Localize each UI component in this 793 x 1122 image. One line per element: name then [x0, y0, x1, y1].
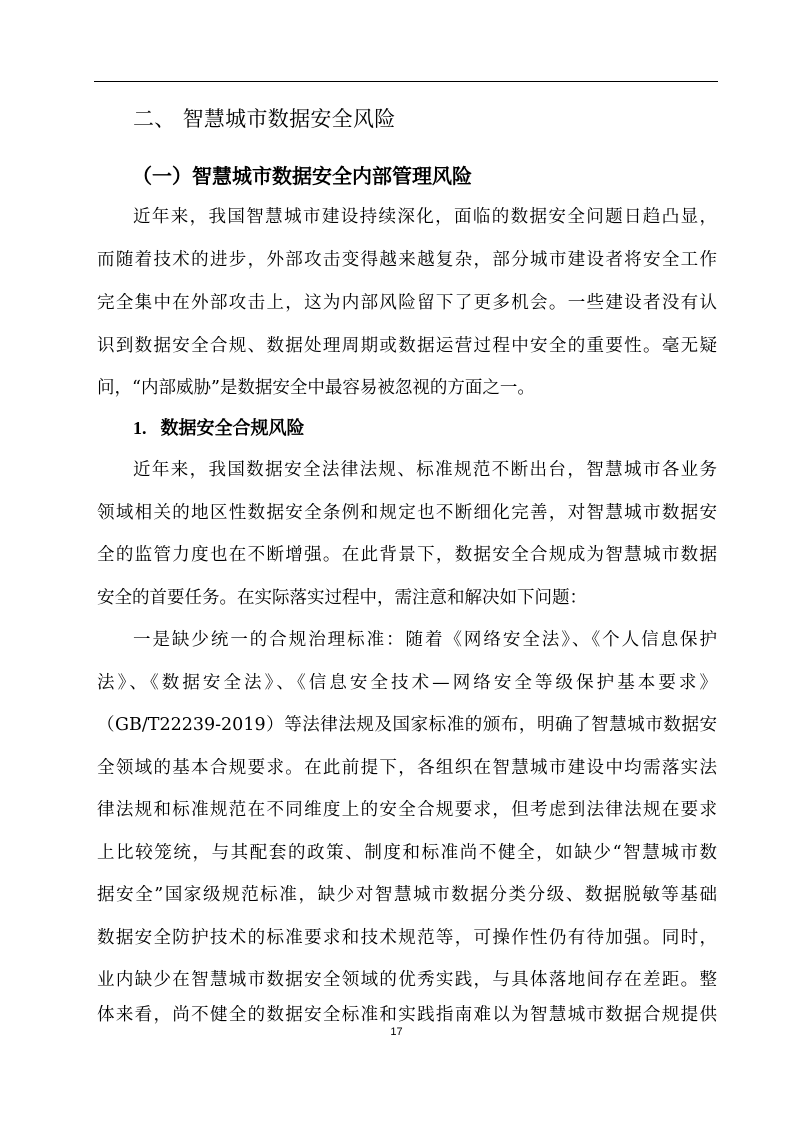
- paragraph-line: 业内缺少在智慧城市数据安全领域的优秀实践，与具体落地间存在差距。整: [97, 970, 717, 990]
- paragraph-line: 而随着技术的进步，外部攻击变得越来越复杂，部分城市建设者将安全工作: [97, 250, 717, 270]
- paragraph-line: 数据安全防护技术的标准要求和技术规范等，可操作性仍有待加强。同时，: [97, 928, 717, 948]
- item-1-heading: [133, 414, 305, 440]
- paragraph-line: 近年来，我国数据安全法律法规、标准规范不断出台，智慧城市各业务: [133, 460, 717, 480]
- paragraph-line: 近年来，我国智慧城市建设持续深化，面临的数据安全问题日趋凸显，: [133, 207, 717, 227]
- paragraph-line: 上比较笼统，与其配套的政策、制度和标准尚不健全，如缺少“智慧城市数: [97, 843, 717, 863]
- paragraph-line: （GB/T22239-2019）等法律法规及国家标准的颁布，明确了智慧城市数据安: [97, 715, 717, 735]
- paragraph-line: 全的监管力度也在不断增强。在此背景下，数据安全合规成为智慧城市数据: [97, 545, 717, 565]
- paragraph-line: 体来看，尚不健全的数据安全标准和实践指南难以为智慧城市数据合规提供: [97, 1005, 717, 1025]
- paragraph-line: 领域相关的地区性数据安全条例和规定也不断细化完善，对智慧城市数据安: [97, 503, 717, 523]
- item-1-title: 数据安全合规风险: [160, 418, 305, 439]
- paragraph-line: 全领域的基本合规要求。在此前提下，各组织在智慧城市建设中均需落实法: [97, 758, 717, 778]
- header-rule: [94, 81, 718, 82]
- paragraph-line: 据安全”国家级规范标准，缺少对智慧城市数据分类分级、数据脱敏等基础: [97, 885, 717, 905]
- paragraph-line: 安全的首要任务。在实际落实过程中，需注意和解决如下问题：: [97, 588, 587, 608]
- paragraph-line: 律法规和标准规范在不同维度上的安全合规要求，但考虑到法律法规在要求: [97, 800, 717, 820]
- paragraph-line: 问，“内部威胁”是数据安全中最容易被忽视的方面之一。: [97, 378, 535, 398]
- paragraph-line: 法》、《数据安全法》、《信息安全技术—网络安全等级保护基本要求》: [97, 673, 717, 693]
- item-1-number: 1.: [133, 418, 147, 438]
- page-number: 17: [390, 1026, 403, 1038]
- subsection-title: （一）智慧城市数据安全内部管理风险: [132, 164, 472, 188]
- section-title: 二、 智慧城市数据安全风险: [133, 107, 396, 131]
- paragraph-line: 完全集中在外部攻击上，这为内部风险留下了更多机会。一些建设者没有认: [97, 293, 717, 313]
- paragraph-line: 一是缺少统一的合规治理标准：随着《网络安全法》、《个人信息保护: [133, 630, 717, 650]
- paragraph-line: 识到数据安全合规、数据处理周期或数据运营过程中安全的重要性。毫无疑: [97, 336, 717, 356]
